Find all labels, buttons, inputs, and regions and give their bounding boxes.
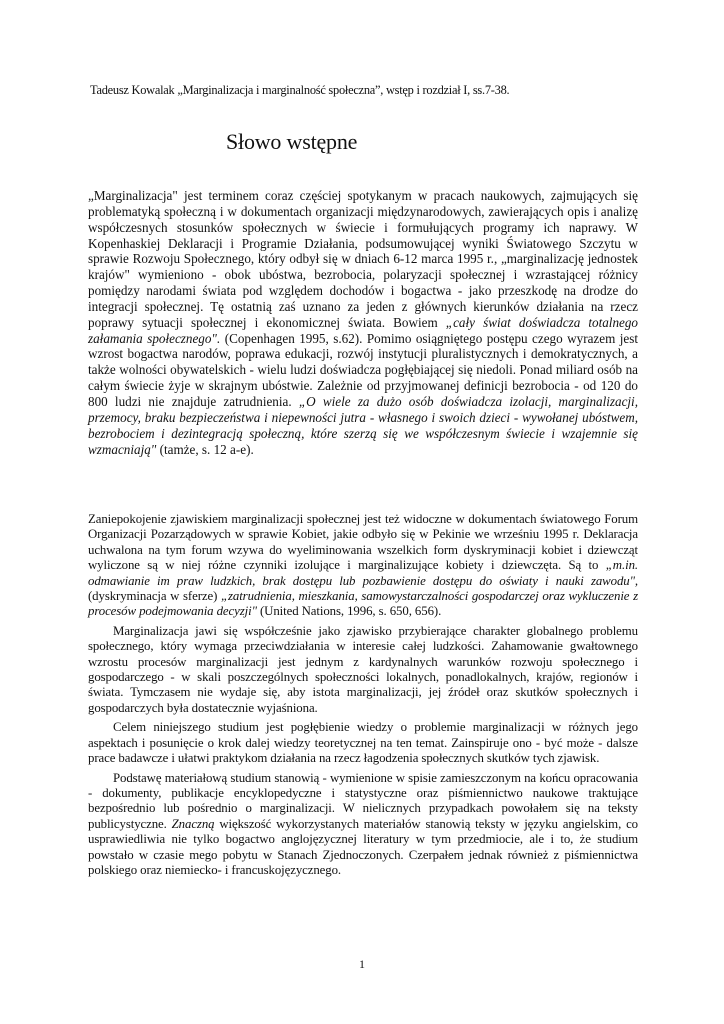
paragraph-4 — [88, 720, 638, 766]
text-run: Marginalizacja jawi się współcześnie jako zjawisko przybierające charakter globalnego problemu społecznego, który wymaga przeciwdziałania w interesie całej ludzkości. Zahamowanie gwałtownego wzrostu procesów marginalizacji jest jednym z kardynalnych warunków rozwoju społecznego i gospodarczego - w skali poszczególnych społeczności lokalnych, ponadlokalnych, krajów, regionów i świata. Tymczasem nie wydaje się, aby istota marginalizacji, jej źródeł oraz skutków społecznych i gospodarczych była dostatecznie wyjaśniona. — [88, 623, 638, 715]
text-run: (tamże, s. 12 a-e). — [156, 441, 254, 457]
quote-run: „zatrudnienia, mieszkania, samowystarczalności gospodarczej oraz wykluczenie z procesów podejmowania decyzji" — [88, 589, 638, 619]
emphasis-run: Znaczną — [171, 816, 215, 831]
quote-run: „cały świat doświadcza totalnego załamania społecznego". — [88, 314, 639, 346]
citation-header: Tadeusz Kowalak „Marginalizacja i marginalność społeczna”, wstęp i rozdział I, ss.7-38. — [90, 83, 510, 97]
text-run: Podstawę materiałową studium stanowią - wymienione w spisie zamieszczonym na końcu opracowania - dokumenty, publikacje encyklopedyczne i statystyczne oraz piśmiennictwo naukowe traktujące bezpośrednio lub pośrednio o marginalizacji. W nielicznych przypadkach powołałem się na teksty publicystyczne. — [88, 770, 638, 831]
page-title: Słowo wstępne — [226, 129, 358, 154]
paragraph-5 — [88, 771, 638, 879]
text-run: Celem niniejszego studium jest pogłębienie wiedzy o problemie marginalizacji w różnych jego aspektach i posunięcie o krok dalej wiedzy teoretycznej na ten temat. Zainspiruje ono - być może - dalsze prace badawcze i ułatwi praktykom działania na rzecz łagodzenia społecznych skutków tych zjawisk. — [88, 720, 638, 766]
text-run: (United Nations, 1996, s. 650, 656). — [256, 604, 442, 619]
text-run: (Copenhagen 1995, s.62). Pomimo osiągniętego postępu czego wyrazem jest wzrost bogactwa narodów, poprawa edukacji, rozwój instytucji pluralistycznych i demokratycznych, a także wolności obywatelskich - wielu ludzi doświadcza pogłębiającej się niedoli. Ponad miliard osób na całym świecie żyje w skrajnym ubóstwie. Zależnie od przyjmowanej definicji bezrobocia - od 120 do 800 ludzi nie znajduje zatrudnienia. — [88, 330, 638, 409]
text-run: „Marginalizacja" jest terminem coraz częściej spotykanym w pracach naukowych, zajmujących się problematyką społeczną i w dokumentach organizacji międzynarodowych, zawierających opis i analizę współczesnych stosunków społecznych w świecie i formułujących programy ich naprawy. W Kopenhaskiej Deklaracji i Programie Działania, podsumowującej wyniki Światowego Szczytu w sprawie Rozwoju Społecznego, który odbył się w dniach 6-12 marca 1995 r., „marginalizację jednostek krajów" wymieniono - obok ubóstwa, bezrobocia, polaryzacji społecznej i wzrastającej różnicy pomiędzy narodami świata pod względem dochodów i bogactwa - jako przeszkodę na drodze do integracji społecznej. Tę ostatnią zaś uznano za jeden z głównych kierunków działania na rzecz poprawy sytuacji społecznej i ekonomicznej świata. Bowiem — [88, 188, 638, 330]
page-number: 1 — [359, 957, 365, 971]
paragraph-3 — [88, 624, 638, 716]
body-block — [88, 512, 638, 878]
text-run: większość wykorzystanych materiałów stanowią teksty w języku angielskim, co usprawiedliwia nie tylko bogactwo anglojęzycznej literatury w tym przedmiocie, ale i to, że studium powstało w czasie mego pobytu w Stanach Zjednoczonych. Czerpałem jednak również z piśmiennictwa polskiego oraz niemiecko- i francuskojęzycznego. — [88, 816, 638, 877]
paragraph-2 — [88, 512, 638, 620]
quote-run: „m.in. odmawianie im praw ludzkich, brak dostępu lub pozbawienie dostępu do oświaty i nauki zawodu", — [88, 558, 638, 588]
text-run: Zaniepokojenie zjawiskiem marginalizacji społecznej jest też widoczne w dokumentach światowego Forum Organizacji Pozarządowych w sprawie Kobiet, jakie odbyło się w Pekinie we wrześniu 1995 r. Deklaracja uchwalona na tym forum wzywa do wyeliminowania wszelkich form dyskryminacji kobiet i dziewcząt wyliczone są w niej różne czynniki izolujące i marginalizujące kobiety i dziewczęta. Są to — [88, 512, 638, 573]
quote-run: „O wiele za dużo osób doświadcza izolacji, marginalizacji, przemocy, braku bezpieczeństwa i niepewności jutra - własnego i swoich dzieci - wywołanej ubóstwem, bezrobociem i dezintegracją społeczną, które szerzą się we współczesnym świecie i wzajemnie się wzmacniają" — [88, 393, 638, 457]
paragraph-1 — [88, 188, 638, 457]
text-run: (dyskryminacja w sferze) — [88, 589, 221, 604]
intro-block — [88, 188, 638, 457]
